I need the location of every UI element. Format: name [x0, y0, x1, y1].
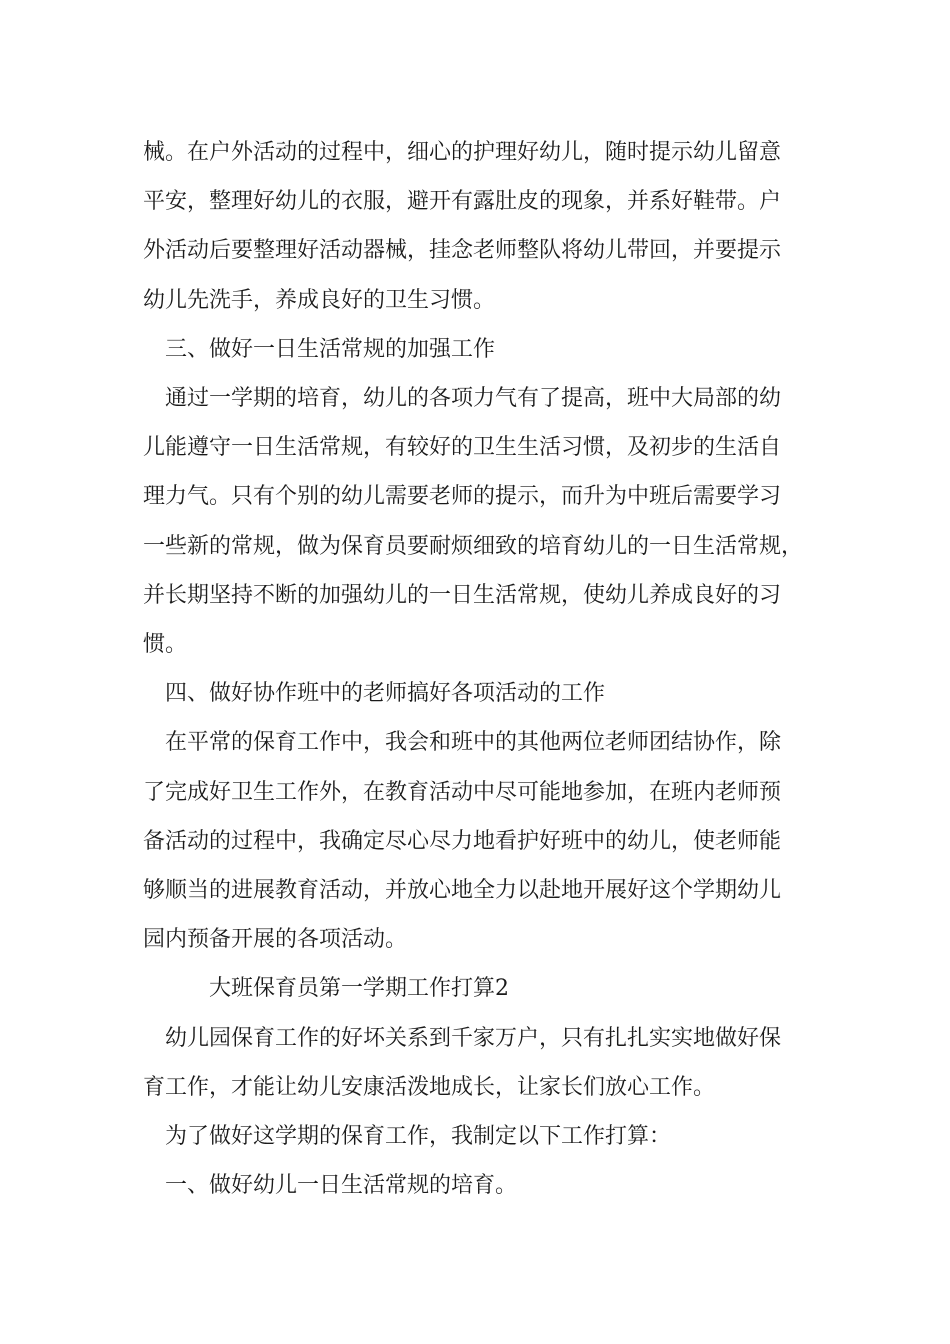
paragraph-line: 儿能遵守一日生活常规，有较好的卫生生活习惯，及初步的生活自: [143, 435, 782, 461]
paragraph-line: 幼儿园保育工作的好坏关系到千家万户，只有扎扎实实地做好保: [143, 1025, 782, 1051]
document-body: [143, 128, 813, 1210]
section-heading: 一、做好幼儿一日生活常规的培育。: [143, 1173, 518, 1199]
section-heading: 三、做好一日生活常规的加强工作: [143, 336, 496, 362]
paragraph-line: 在平常的保育工作中，我会和班中的其他两位老师团结协作，除: [143, 730, 782, 756]
document-title: 大班保育员第一学期工作打算2: [143, 976, 509, 1002]
paragraph-line: 够顺当的进展教育活动，并放心地全力以赴地开展好这个学期幼儿: [143, 878, 782, 904]
paragraph-line: 惯。: [143, 632, 188, 658]
paragraph-line: 育工作，才能让幼儿安康活泼地成长，让家长们放心工作。: [143, 1074, 716, 1100]
paragraph-line: 理力气。只有个别的幼儿需要老师的提示，而升为中班后需要学习: [143, 484, 782, 510]
paragraph-line: 并长期坚持不断的加强幼儿的一日生活常规，使幼儿养成良好的习: [143, 582, 782, 608]
paragraph-line: 外活动后要整理好活动器械，挂念老师整队将幼儿带回，并要提示: [143, 238, 782, 264]
paragraph-line: 备活动的过程中，我确定尽心尽力地看护好班中的幼儿，使老师能: [143, 828, 782, 854]
paragraph-line: 通过一学期的培育，幼儿的各项力气有了提高，班中大局部的幼: [143, 386, 782, 412]
paragraph-line: 了完成好卫生工作外，在教育活动中尽可能地参加，在班内老师预: [143, 779, 782, 805]
paragraph-line: 为了做好这学期的保育工作，我制定以下工作打算：: [143, 1124, 672, 1150]
paragraph-line: 械。在户外活动的过程中，细心的护理好幼儿，随时提示幼儿留意: [143, 140, 782, 165]
paragraph-line: 幼儿先洗手，养成良好的卫生习惯。: [143, 287, 496, 313]
section-heading: 四、做好协作班中的老师搞好各项活动的工作: [143, 681, 606, 707]
paragraph-line: 一些新的常规，做为保育员要耐烦细致的培育幼儿的一日生活常规，: [143, 533, 804, 559]
paragraph-line: 平安，整理好幼儿的衣服，避开有露肚皮的现象，并系好鞋带。户: [143, 189, 782, 215]
paragraph-line: 园内预备开展的各项活动。: [143, 927, 408, 953]
